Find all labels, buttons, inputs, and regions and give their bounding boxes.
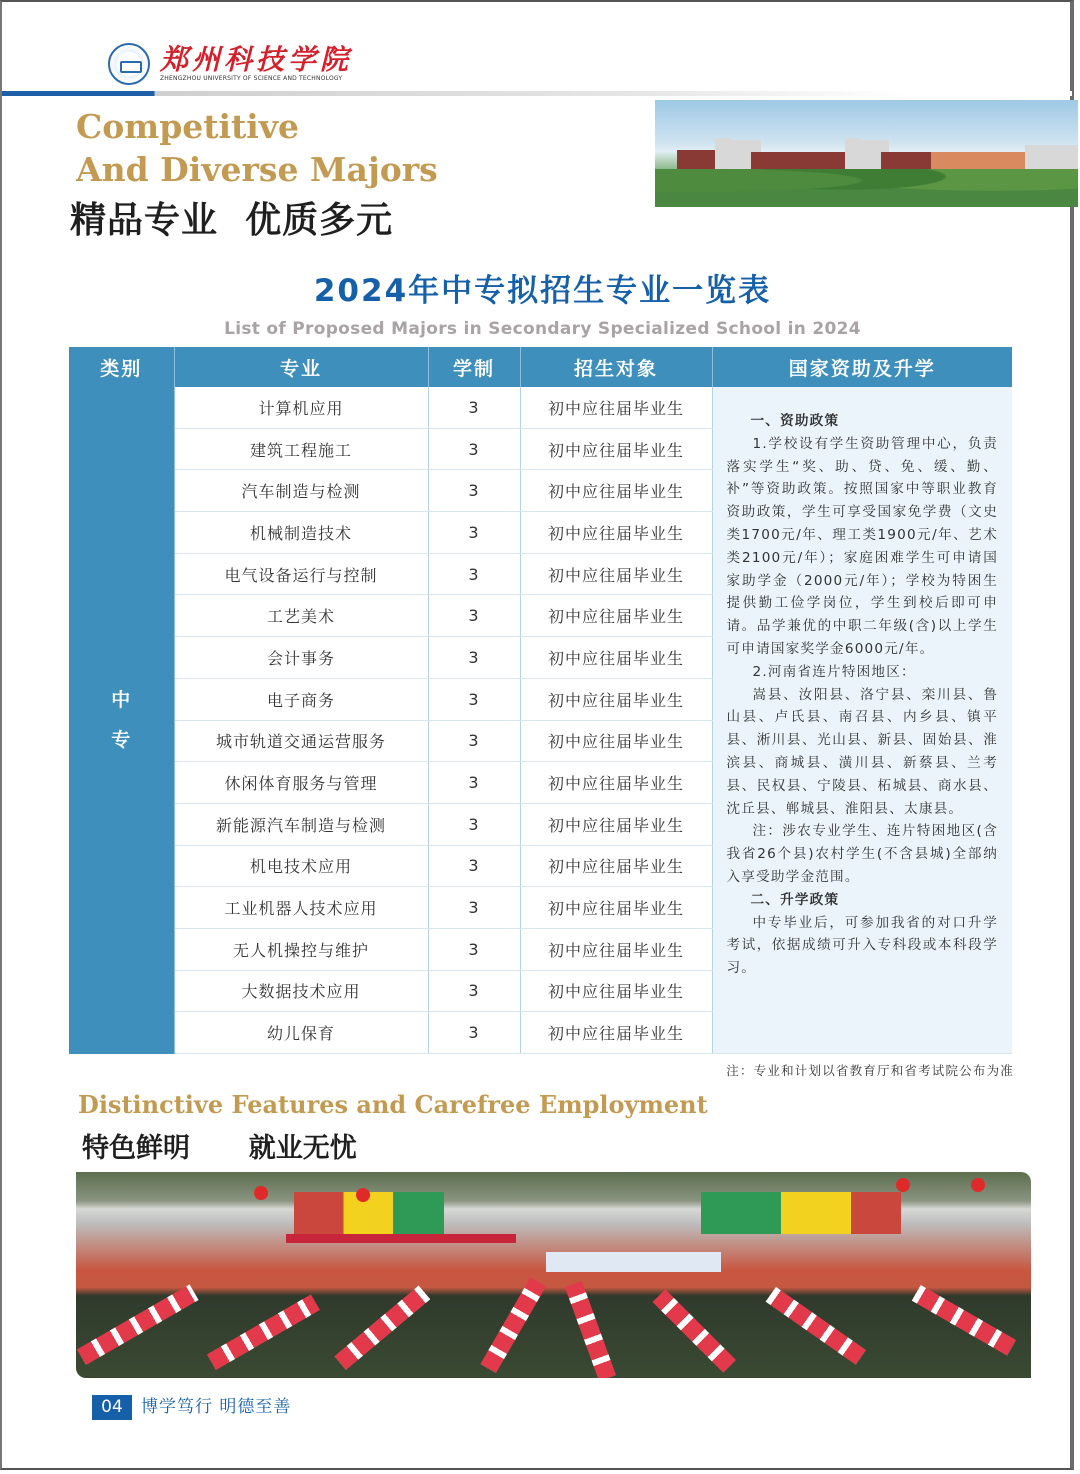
major-cell: 建筑工程施工 [174, 428, 428, 470]
table-subtitle: List of Proposed Majors in Secondary Specialized School in 2024 [224, 319, 861, 339]
years-cell: 3 [428, 387, 520, 428]
major-cell: 机电技术应用 [174, 845, 428, 887]
school-name-en: ZHENGZHOU UNIVERSITY OF SCIENCE AND TECHNOLOGY [160, 75, 343, 82]
table-header-row [69, 347, 1012, 387]
years-cell: 3 [428, 887, 520, 929]
aid-note: 注：涉农专业学生、连片特困地区(含我省26个县)农村学生(不含县城)全部纳入享受助学金范围。 [726, 823, 998, 885]
years-cell: 3 [428, 762, 520, 804]
target-cell: 初中应往届毕业生 [520, 512, 712, 554]
target-cell: 初中应往届毕业生 [520, 428, 712, 470]
target-cell: 初中应往届毕业生 [520, 470, 712, 512]
aid-paragraph-3: 中专毕业后，可参加我省的对口升学考试，依据成绩可升入专科段或本科段学习。 [726, 914, 998, 977]
section1-title-cn: 精品专业 优质多元 [70, 199, 394, 241]
target-cell: 初中应往届毕业生 [520, 887, 712, 929]
aid-paragraph-1: 1.学校设有学生资助管理中心，负责落实学生“奖、助、贷、免、缓、勤、补”等资助政策。按照国家中等职业教育资助政策，学生可享受国家免学费（文史类1700元/年、理工类1900元/年、艺术类2100元/年）；家庭困难学生可申请国家助学金（2000元/年）；学校为特困生提供勤工俭学岗位，学生到校后即可申请。品学兼优的中职二年级(含)以上学生可申请国家奖学金6000元/年。 [726, 435, 998, 657]
header-years: 学制 [428, 347, 520, 387]
aid-heading-2: 二、升学政策 [750, 891, 840, 908]
major-cell: 电子商务 [174, 678, 428, 720]
major-cell: 工业机器人技术应用 [174, 887, 428, 929]
target-cell: 初中应往届毕业生 [520, 595, 712, 637]
target-cell: 初中应往届毕业生 [520, 637, 712, 679]
table-title: 2024年中专拟招生专业一览表 [313, 273, 772, 309]
header-major: 专业 [174, 347, 428, 387]
major-cell: 电气设备运行与控制 [174, 553, 428, 595]
major-cell: 新能源汽车制造与检测 [174, 803, 428, 845]
school-seal-icon [108, 43, 150, 85]
footer-motto: 博学笃行 明德至善 [141, 1397, 292, 1417]
target-cell: 初中应往届毕业生 [520, 387, 712, 428]
section1-title-en: Competitive And Diverse Majors [76, 107, 438, 189]
target-cell: 初中应往届毕业生 [520, 762, 712, 804]
major-cell: 工艺美术 [174, 595, 428, 637]
aid-heading-1: 一、资助政策 [750, 413, 840, 429]
major-cell: 会计事务 [174, 637, 428, 679]
years-cell: 3 [428, 803, 520, 845]
years-cell: 3 [428, 512, 520, 554]
years-cell: 3 [428, 845, 520, 887]
years-cell: 3 [428, 678, 520, 720]
aid-paragraph-2: 嵩县、汝阳县、洛宁县、栾川县、鲁山县、卢氏县、南召县、内乡县、镇平县、淅川县、光山县、新县、固始县、淮滨县、商城县、潢川县、新蔡县、兰考县、民权县、宁陵县、柘城县、商水县、沈丘县、郸城县、淮阳县、太康县。 [726, 686, 998, 817]
campus-buildings-photo [655, 100, 1078, 207]
major-cell: 无人机操控与维护 [174, 928, 428, 970]
target-cell: 初中应往届毕业生 [520, 720, 712, 762]
aid-paragraph-2-title: 2.河南省连片特困地区： [752, 663, 916, 680]
header-aid: 国家资助及升学 [712, 347, 1012, 387]
target-cell: 初中应往届毕业生 [520, 553, 712, 595]
major-cell: 汽车制造与检测 [174, 470, 428, 512]
years-cell: 3 [428, 428, 520, 470]
major-cell: 幼儿保育 [174, 1012, 428, 1054]
years-cell: 3 [428, 1012, 520, 1054]
school-name-cn: 郑州科技学院 [160, 43, 353, 76]
table-footnote: 注：专业和计划以省教育厅和省考试院公布为准 [726, 1063, 1014, 1078]
header-category: 类别 [69, 347, 174, 387]
major-cell: 计算机应用 [174, 387, 428, 428]
target-cell: 初中应往届毕业生 [520, 970, 712, 1012]
years-cell: 3 [428, 970, 520, 1012]
section2-title-cn: 特色鲜明 就业无忧 [82, 1133, 357, 1164]
job-fair-photo [76, 1172, 1031, 1378]
header-divider [2, 91, 1072, 96]
category-cell: 中 专 [69, 387, 174, 1054]
target-cell: 初中应往届毕业生 [520, 845, 712, 887]
target-cell: 初中应往届毕业生 [520, 803, 712, 845]
page-number: 04 [92, 1395, 132, 1420]
major-cell: 大数据技术应用 [174, 970, 428, 1012]
years-cell: 3 [428, 928, 520, 970]
table-row [69, 387, 1012, 428]
years-cell: 3 [428, 553, 520, 595]
major-cell: 城市轨道交通运营服务 [174, 720, 428, 762]
years-cell: 3 [428, 720, 520, 762]
target-cell: 初中应往届毕业生 [520, 678, 712, 720]
years-cell: 3 [428, 637, 520, 679]
aid-policy-cell [712, 387, 1012, 1054]
header-target: 招生对象 [520, 347, 712, 387]
major-cell: 机械制造技术 [174, 512, 428, 554]
major-cell: 休闲体育服务与管理 [174, 762, 428, 804]
target-cell: 初中应往届毕业生 [520, 928, 712, 970]
years-cell: 3 [428, 470, 520, 512]
years-cell: 3 [428, 595, 520, 637]
majors-table [69, 347, 1012, 1054]
target-cell: 初中应往届毕业生 [520, 1012, 712, 1054]
school-logo [108, 43, 352, 85]
section2-title-en: Distinctive Features and Carefree Employment [78, 1090, 708, 1119]
